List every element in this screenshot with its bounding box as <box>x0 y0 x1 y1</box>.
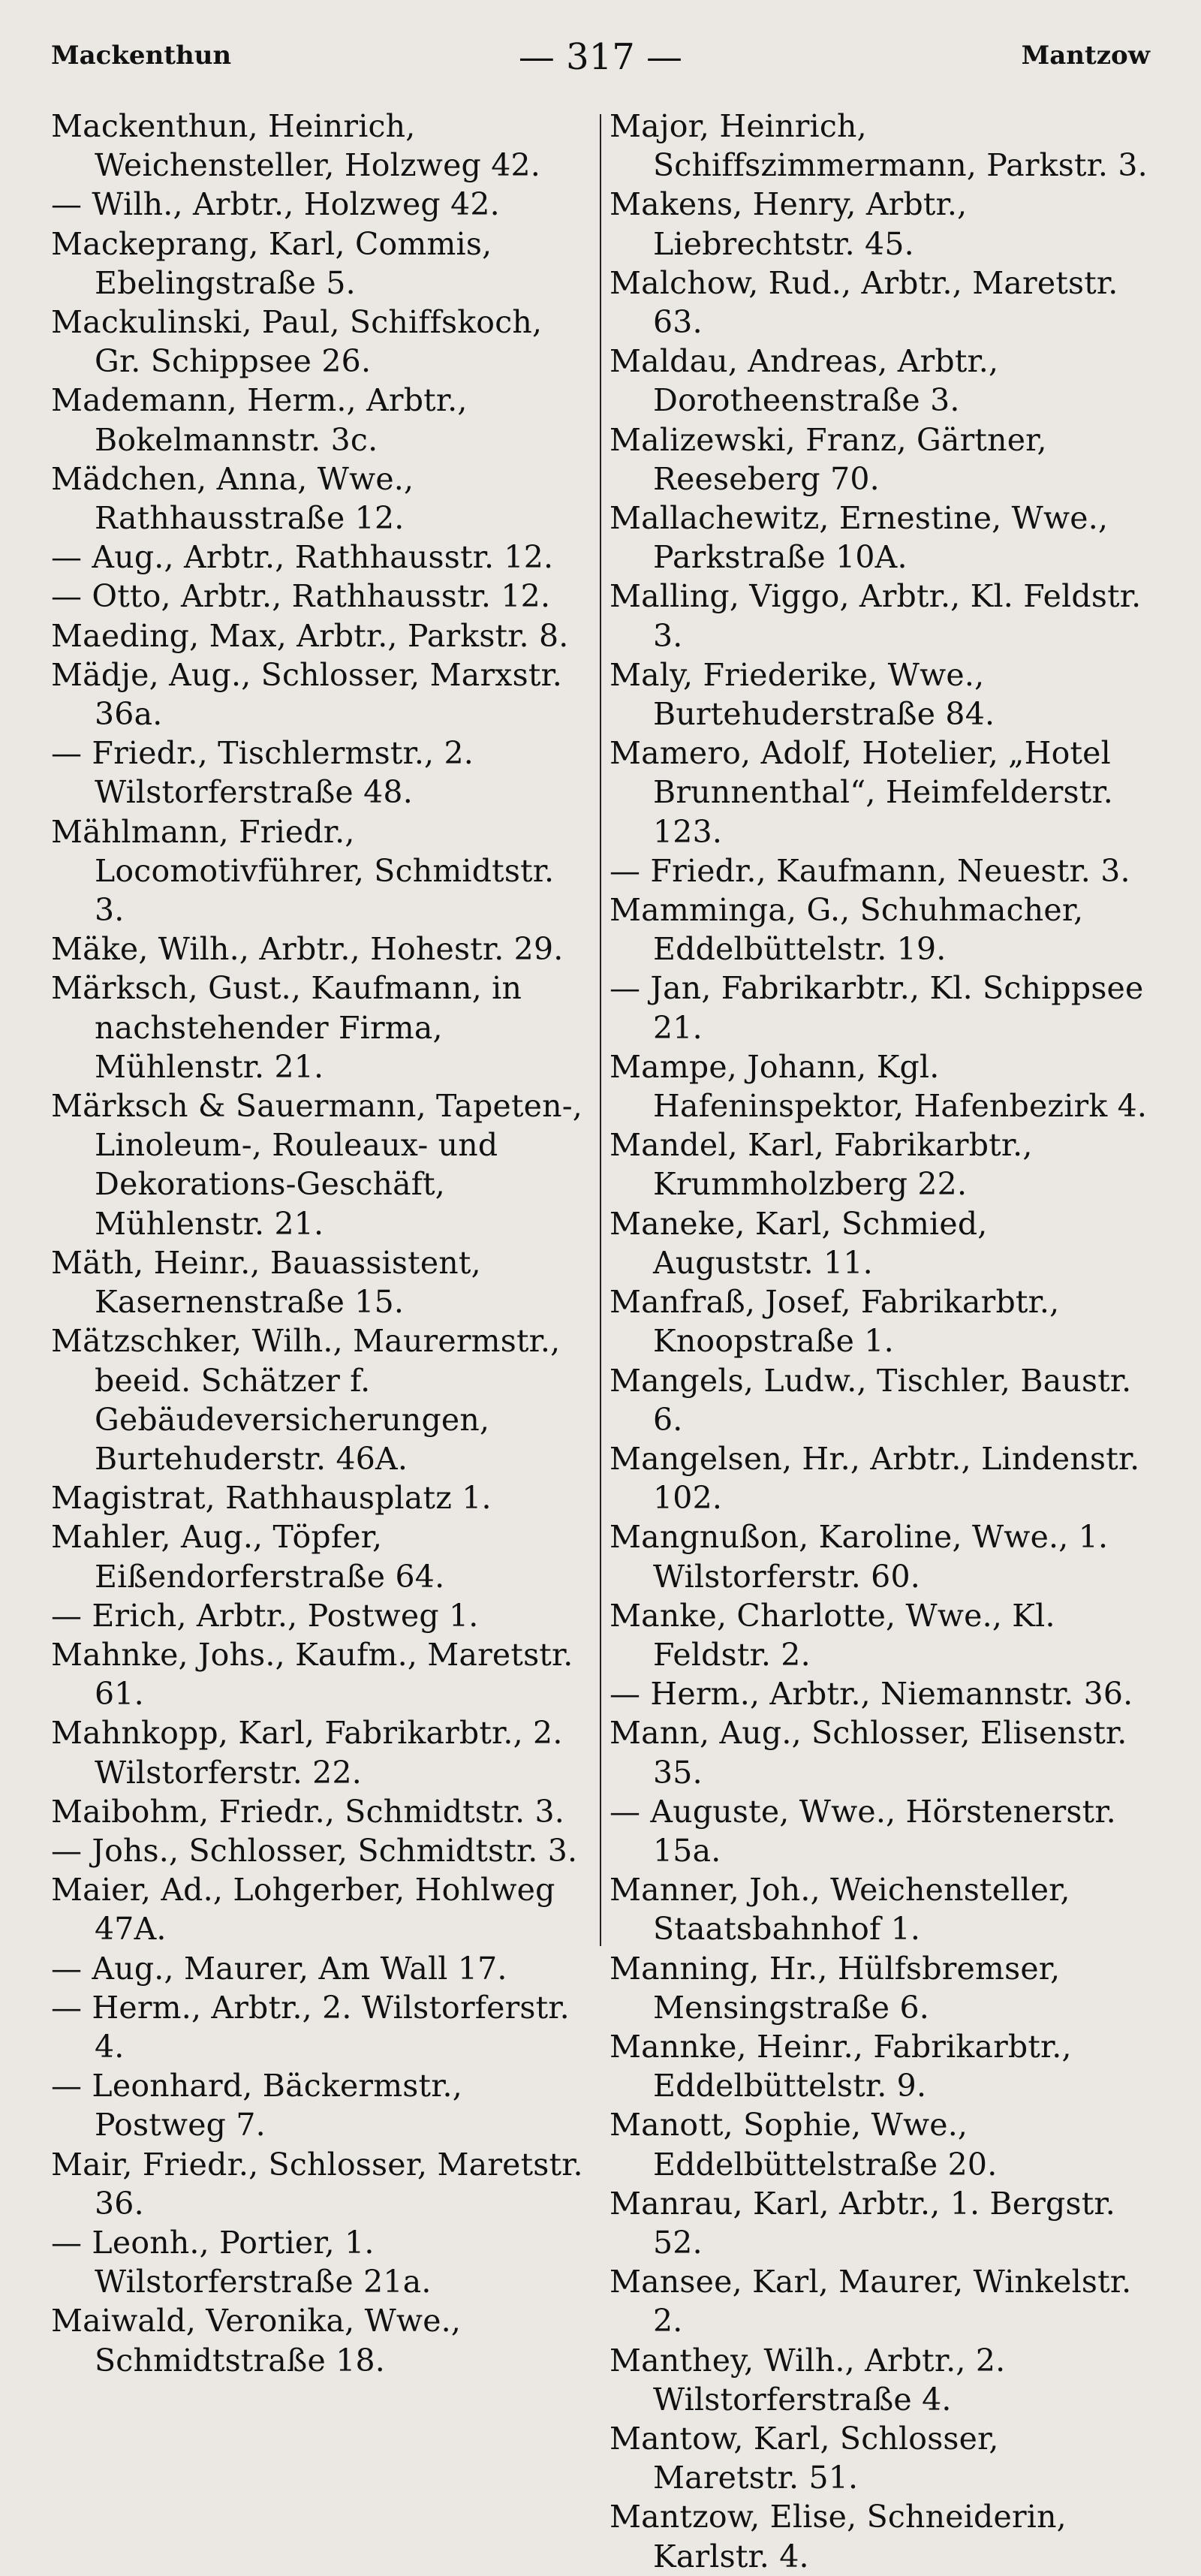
right-column <box>610 107 1150 2574</box>
header-left-keyword: Mackenthun <box>51 41 232 71</box>
directory-entry: Mamero, Adolf, Hotelier, „Hotel Brunnenthal“, Heimfelderstr. 123. <box>610 735 1113 850</box>
directory-columns <box>51 107 1150 2574</box>
directory-entry: — Leonhard, Bäckermstr., Postweg 7. <box>51 2068 462 2144</box>
directory-entry: Mädje, Aug., Schlosser, Marxstr. 36a. <box>51 656 563 733</box>
directory-entry: Mantzow, Elise, Schneiderin, Karlstr. 4. <box>610 2499 1067 2574</box>
directory-entry: — Wilh., Arbtr., Holzweg 42. <box>51 186 500 223</box>
directory-entry: — Aug., Maurer, Am Wall 17. <box>51 1950 507 1987</box>
directory-entry: Maibohm, Friedr., Schmidtstr. 3. <box>51 1793 565 1830</box>
directory-entry: Manthey, Wilh., Arbtr., 2. Wilstorferstraße 4. <box>610 2342 1006 2418</box>
directory-entry: Mangelsen, Hr., Arbtr., Lindenstr. 102. <box>610 1440 1140 1517</box>
column-divider <box>600 114 601 1946</box>
directory-entry: Manrau, Karl, Arbtr., 1. Bergstr. 52. <box>610 2185 1115 2261</box>
directory-entry: Malling, Viggo, Arbtr., Kl. Feldstr. 3. <box>610 578 1142 654</box>
directory-entry: Manfraß, Josef, Fabrikarbtr., Knoopstraße 1. <box>610 1284 1060 1360</box>
directory-entry: Maeding, Max, Arbtr., Parkstr. 8. <box>51 617 569 654</box>
directory-entry: Mäke, Wilh., Arbtr., Hohestr. 29. <box>51 931 564 968</box>
directory-entry: — Leonh., Portier, 1. Wilstorferstraße 21a. <box>51 2224 432 2300</box>
directory-entry: Mantow, Karl, Schlosser, Maretstr. 51. <box>610 2420 999 2496</box>
directory-entry: — Friedr., Kaufmann, Neuestr. 3. <box>610 852 1130 889</box>
directory-entry: Manning, Hr., Hülfsbremser, Mensingstraße 6. <box>610 1950 1061 2026</box>
directory-entry: Maier, Ad., Lohgerber, Hohlweg 47A. <box>51 1872 555 1948</box>
directory-entry: Mackenthun, Heinrich, Weichensteller, Holzweg 42. <box>51 108 541 184</box>
left-column <box>51 107 591 2379</box>
directory-entry: Maneke, Karl, Schmied, Auguststr. 11. <box>610 1205 988 1281</box>
directory-entry: — Aug., Arbtr., Rathhausstr. 12. <box>51 539 554 576</box>
directory-entry: Maiwald, Veronika, Wwe., Schmidtstraße 18. <box>51 2303 462 2379</box>
directory-entry: Mamminga, G., Schuhmacher, Eddelbüttelstr. 19. <box>610 892 1084 968</box>
directory-entry: Mäth, Heinr., Bauassistent, Kasernenstraße 15. <box>51 1244 481 1321</box>
directory-entry: Mählmann, Friedr., Locomotivführer, Schmidtstr. 3. <box>51 813 555 929</box>
directory-entry: Mansee, Karl, Maurer, Winkelstr. 2. <box>610 2264 1132 2339</box>
directory-entry: Mallachewitz, Ernestine, Wwe., Parkstraße 10A. <box>610 500 1109 576</box>
directory-entry: Manke, Charlotte, Wwe., Kl. Feldstr. 2. <box>610 1597 1055 1673</box>
directory-entry: Mannke, Heinr., Fabrikarbtr., Eddelbüttelstr. 9. <box>610 2028 1072 2104</box>
directory-entry: Mampe, Johann, Kgl. Hafeninspektor, Hafenbezirk 4. <box>610 1048 1148 1125</box>
directory-entry: Mackulinski, Paul, Schiffskoch, Gr. Schippsee 26. <box>51 304 543 380</box>
directory-entry: Märksch, Gust., Kaufmann, in nachstehender Firma, Mühlenstr. 21. <box>51 970 522 1085</box>
directory-entry: Mahnkopp, Karl, Fabrikarbtr., 2. Wilstorferstr. 22. <box>51 1715 563 1791</box>
directory-entry: — Otto, Arbtr., Rathhausstr. 12. <box>51 578 551 615</box>
page-number: — 317 — <box>518 36 683 78</box>
directory-entry: Mair, Friedr., Schlosser, Maretstr. 36. <box>51 2146 583 2222</box>
directory-entry: — Herm., Arbtr., Niemannstr. 36. <box>610 1676 1133 1713</box>
directory-entry: Märksch & Sauermann, Tapeten-, Linoleum-, Rouleaux- und Dekorations-Geschäft, Mühlenstr. 21. <box>51 1088 582 1242</box>
directory-entry: Makens, Henry, Arbtr., Liebrechtstr. 45. <box>610 186 968 262</box>
directory-entry: Mangnußon, Karoline, Wwe., 1. Wilstorferstr. 60. <box>610 1519 1109 1595</box>
directory-entry: Magistrat, Rathhausplatz 1. <box>51 1480 492 1517</box>
directory-entry: Mackeprang, Karl, Commis, Ebelingstraße 5. <box>51 225 492 301</box>
directory-entry: Major, Heinrich, Schiffszimmermann, Parkstr. 3. <box>610 108 1148 184</box>
directory-entry: Mademann, Herm., Arbtr., Bokelmannstr. 3c. <box>51 382 468 458</box>
directory-entry: Manott, Sophie, Wwe., Eddelbüttelstraße 20. <box>610 2107 998 2183</box>
directory-entry: Mann, Aug., Schlosser, Elisenstr. 35. <box>610 1715 1127 1791</box>
directory-entry: Mahler, Aug., Töpfer, Eißendorferstraße 64. <box>51 1519 445 1595</box>
directory-entry: Malizewski, Franz, Gärtner, Reeseberg 70. <box>610 421 1047 497</box>
header-right-keyword: Mantzow <box>1021 41 1150 71</box>
directory-entry: — Herm., Arbtr., 2. Wilstorferstr. 4. <box>51 1989 570 2065</box>
directory-entry: — Auguste, Wwe., Hörstenerstr. 15a. <box>610 1793 1116 1869</box>
directory-entry: Malchow, Rud., Arbtr., Maretstr. 63. <box>610 264 1118 341</box>
directory-entry: Mädchen, Anna, Wwe., Rathhausstraße 12. <box>51 460 414 537</box>
directory-entry: Mahnke, Johs., Kaufm., Maretstr. 61. <box>51 1636 573 1713</box>
directory-entry: — Erich, Arbtr., Postweg 1. <box>51 1597 479 1634</box>
directory-entry: Maly, Friederike, Wwe., Burtehuderstraße 84. <box>610 656 995 733</box>
directory-entry: — Jan, Fabrikarbtr., Kl. Schippsee 21. <box>610 970 1144 1046</box>
directory-entry: — Johs., Schlosser, Schmidtstr. 3. <box>51 1832 578 1869</box>
directory-entry: Mätzschker, Wilh., Maurermstr., beeid. Schätzer f. Gebäudeversicherungen, Burtehuderstr. 46A. <box>51 1323 561 1477</box>
directory-entry: — Friedr., Tischlermstr., 2. Wilstorferstraße 48. <box>51 735 474 811</box>
directory-entry: Mandel, Karl, Fabrikarbtr., Krummholzberg 22. <box>610 1127 1033 1203</box>
directory-entry: Manner, Joh., Weichensteller, Staatsbahnhof 1. <box>610 1872 1070 1948</box>
directory-entry: Maldau, Andreas, Arbtr., Dorotheenstraße 3. <box>610 343 999 419</box>
page-header <box>51 36 1150 81</box>
directory-entry: Mangels, Ludw., Tischler, Baustr. 6. <box>610 1362 1132 1438</box>
